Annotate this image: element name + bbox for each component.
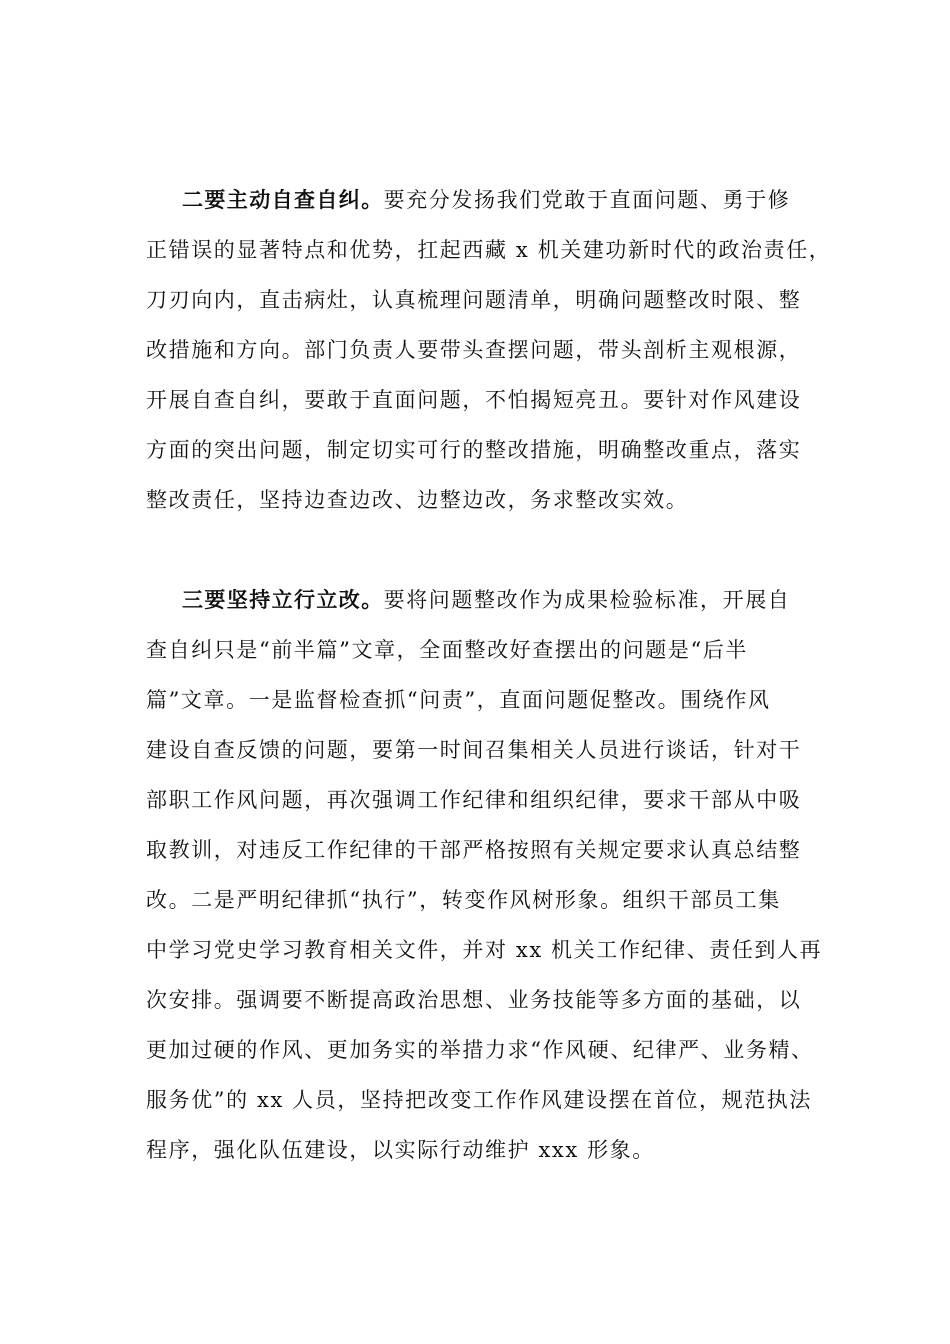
paragraph-line: 开展自查自纠，要敢于直面问题，不怕揭短亮丑。要针对作风建设 [146,388,802,412]
paragraph-line: 建设自查反馈的问题，要第一时间召集相关人员进行谈话，针对干 [146,738,802,762]
paragraph-line: 服务优”的 xx 人员，坚持把改变工作作风建设摆在首位，规范执法 [146,1088,812,1112]
paragraph-line: 篇”文章。一是监督检查抓“问责”，直面问题促整改。围绕作风 [146,688,771,712]
section-self-inspection [146,180,836,530]
paragraph-line: 改。二是严明纪律抓“执行”，转变作风树形象。组织干部员工集 [146,888,781,912]
paragraph-line [146,180,836,230]
paragraph-line: 部职工作风问题，再次强调工作纪律和组织纪律，要求干部从中吸 [146,788,802,812]
paragraph-line: 改措施和方向。部门负责人要带头查摆问题，带头剖析主观根源， [146,338,802,362]
paragraph-line: 查自纠只是“前半篇”文章，全面整改好查摆出的问题是“后半 [146,638,749,662]
paragraph-line: 中学习党史学习教育相关文件，并对 xx 机关工作纪律、责任到人再 [146,938,823,962]
paragraph-line: 次安排。强调要不断提高政治思想、业务技能等多方面的基础，以 [146,988,802,1012]
paragraph-text: 要将问题整改作为成果检验标准，开展自 [383,588,791,612]
section-heading: 二要主动自查自纠。 [182,188,384,212]
paragraph-line: 正错误的显著特点和优势，扛起西藏 x 机关建功新时代的政治责任， [146,238,832,262]
paragraph-text: 要充分发扬我们党敢于直面问题、勇于修 [383,188,791,212]
section-immediate-rectification [146,580,836,1180]
paragraph-line: 刀刃向内，直击病灶，认真梳理问题清单，明确问题整改时限、整 [146,288,802,312]
paragraph-line: 程序，强化队伍建设，以实际行动维护 xxx 形象。 [146,1138,655,1162]
paragraph-line: 取教训，对违反工作纪律的干部严格按照有关规定要求认真总结整 [146,838,802,862]
section-heading: 三要坚持立行立改。 [182,588,384,612]
paragraph-line: 更加过硬的作风、更加务实的举措力求“作风硬、纪律严、业务精、 [146,1038,814,1062]
paragraph-line: 方面的突出问题，制定切实可行的整改措施，明确整改重点，落实 [146,438,802,462]
paragraph-line: 整改责任，坚持边查边改、边整边改，务求整改实效。 [146,488,689,512]
paragraph-line [146,580,836,630]
